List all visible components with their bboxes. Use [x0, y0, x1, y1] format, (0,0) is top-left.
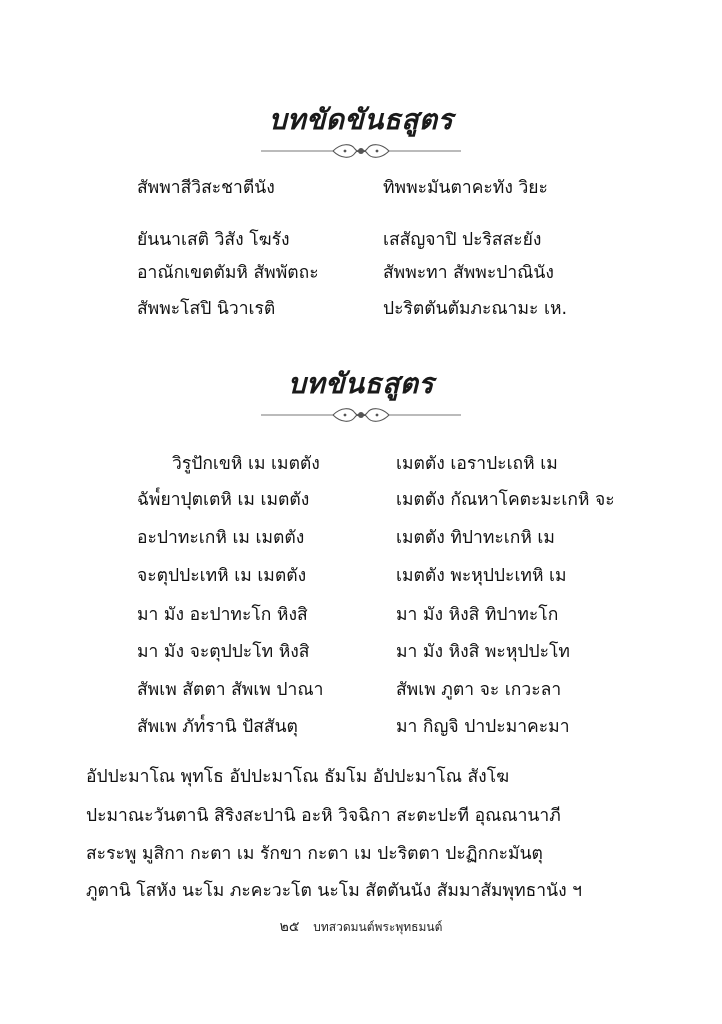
verse-left: ฉัพ๎ยาปุตเตหิ เม เมตตัง [137, 490, 310, 510]
page-number: ๒๕ [279, 919, 300, 935]
verse-right: เสสัญจาปิ ปะริสสะยัง [383, 230, 542, 250]
verse-right: สัพพะทา สัพพะปาณินัง [383, 263, 554, 283]
verse-left: จะตุปปะเทหิ เม เมตตัง [137, 566, 307, 586]
verse-right: มา กิญจิ ปาปะมาคะมา [396, 717, 570, 737]
verse-right: ปะริตตันตัมภะณามะ เห. [383, 299, 568, 319]
verse-left: มา มัง จะตุปปะโท หิงสิ [137, 642, 310, 662]
verse-left: วิรูปักเขหิ เม เมตตัง [172, 454, 320, 474]
prose-line: ภูตานิ โสหัง นะโม ภะคะวะโต นะโม สัตตันนัง สัมมาสัมพุทธานัง ฯ [86, 881, 583, 901]
verse-left: ยันนาเสติ วิสัง โฆรัง [137, 230, 290, 250]
divider-ornament-icon [261, 140, 461, 162]
verse-right: เมตตัง เอราปะเถหิ เม [396, 454, 558, 474]
verse-right: มา มัง หิงสิ พะหุปปะโท [396, 642, 570, 662]
verse-right: เมตตัง ทิปาทะเกหิ เม [396, 528, 555, 548]
verse-right: มา มัง หิงสิ ทิปาทะโก [396, 605, 559, 625]
verse-right: เมตตัง กัณหาโคตะมะเกหิ จะ [396, 490, 615, 510]
verse-left: สัพเพ ภัท๎รานิ ปัสสันตุ [137, 717, 298, 737]
prose-line: สะระพู มูสิกา กะตา เม รักขา กะตา เม ปะริตตา ปะฏิกกะมันตุ [86, 844, 543, 864]
verse-right: ทิพพะมันตาคะทัง วิยะ [383, 178, 548, 198]
section2-title: บทขันธสูตร [288, 367, 434, 400]
verse-right: สัพเพ ภูตา จะ เกวะลา [396, 680, 562, 700]
divider-ornament-icon [261, 404, 461, 426]
verse-left: สัพพาสีวิสะชาตีนัง [137, 178, 275, 198]
prose-line: อัปปะมาโณ พุทโธ อัปปะมาโณ ธัมโม อัปปะมาโณ สังโฆ [86, 767, 510, 787]
verse-left: สัพพะโสปิ นิวาเรติ [137, 299, 276, 319]
section1-title: บทขัดขันธสูตร [268, 103, 454, 136]
verse-left: อาณักเขตตัมหิ สัพพัตถะ [137, 263, 319, 283]
prose-line: ปะมาณะวันตานิ สิริงสะปานิ อะหิ วิจฉิกา สะตะปะที อุณณานาภี [86, 806, 561, 826]
verse-left: มา มัง อะปาทะโก หิงสิ [137, 605, 308, 625]
verse-left: สัพเพ สัตตา สัพเพ ปาณา [137, 680, 324, 700]
verse-right: เมตตัง พะหุปปะเทหิ เม [396, 566, 567, 586]
book-title: บทสวดมนต์พระพุทธมนต์ [313, 920, 443, 934]
page-footer [0, 916, 722, 938]
verse-left: อะปาทะเกหิ เม เมตตัง [137, 528, 305, 548]
